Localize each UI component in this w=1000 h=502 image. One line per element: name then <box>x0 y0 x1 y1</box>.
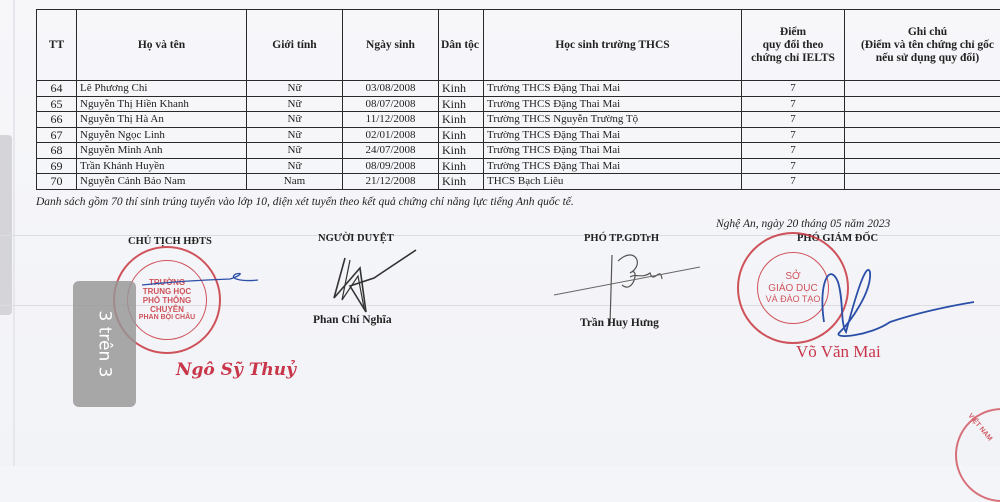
admission-table <box>36 9 1000 190</box>
cell-gender: Nữ <box>247 158 343 174</box>
header-ethnicity: Dân tộc <box>439 10 484 81</box>
stamp-text: VÀ ĐÀO TẠO <box>766 294 821 304</box>
chairman-title: CHỦ TỊCH HĐTS <box>128 236 212 247</box>
reviewer-title: NGƯỜI DUYỆT <box>318 233 394 244</box>
cell-dob: 21/12/2008 <box>343 174 439 190</box>
header-name: Họ và tên <box>77 10 247 81</box>
cell-school: Trường THCS Đặng Thai Mai <box>484 143 742 159</box>
cell-ethnicity: Kinh <box>439 174 484 190</box>
cell-gender: Nữ <box>247 112 343 128</box>
cell-tt: 69 <box>37 158 77 174</box>
header-school: Học sinh trường THCS <box>484 10 742 81</box>
cell-name: Nguyễn Minh Anh <box>77 143 247 159</box>
cell-score: 7 <box>742 112 845 128</box>
deputy-director-signature-icon <box>810 262 980 342</box>
deputy-head-signature-icon <box>550 245 710 325</box>
corner-stamp-fragment <box>955 408 1000 502</box>
cell-gender: Nữ <box>247 81 343 97</box>
table-row <box>37 96 1000 112</box>
table-row <box>37 174 1000 190</box>
cell-dob: 11/12/2008 <box>343 112 439 128</box>
cell-school: Trường THCS Đặng Thai Mai <box>484 81 742 97</box>
cell-school: Trường THCS Đặng Thai Mai <box>484 127 742 143</box>
table-header-row <box>37 10 1000 81</box>
cell-tt: 68 <box>37 143 77 159</box>
cell-note <box>845 158 1000 174</box>
cell-name: Trần Khánh Huyền <box>77 158 247 174</box>
cell-gender: Nữ <box>247 127 343 143</box>
stamp-text: PHAN BỘI CHÂU <box>139 314 195 322</box>
cell-note <box>845 174 1000 190</box>
cell-school: Trường THCS Nguyễn Trường Tộ <box>484 112 742 128</box>
cell-dob: 24/07/2008 <box>343 143 439 159</box>
cell-school: THCS Bạch Liêu <box>484 174 742 190</box>
stamp-text: TRƯỜNG <box>149 278 185 287</box>
header-tt: TT <box>37 10 77 81</box>
place-and-date: Nghệ An, ngày 20 tháng 05 năm 2023 <box>716 218 890 230</box>
cell-note <box>845 81 1000 97</box>
cell-ethnicity: Kinh <box>439 112 484 128</box>
cell-name: Nguyễn Thị Hà An <box>77 112 247 128</box>
header-score-line2: quy đổi theo <box>745 39 841 52</box>
page-margin-line <box>13 0 15 466</box>
cell-ethnicity: Kinh <box>439 96 484 112</box>
header-score-line1: Điểm <box>745 26 841 39</box>
cell-note <box>845 143 1000 159</box>
table-row <box>37 143 1000 159</box>
cell-dob: 02/01/2008 <box>343 127 439 143</box>
stamp-text: TRUNG HỌC <box>143 287 191 296</box>
cell-note <box>845 127 1000 143</box>
cell-note <box>845 112 1000 128</box>
deputy-director-title: PHÓ GIÁM ĐỐC <box>797 233 878 244</box>
cell-score: 7 <box>742 158 845 174</box>
previous-page-edge <box>0 135 12 315</box>
stamp-text: CHUYÊN <box>150 305 184 314</box>
cell-school: Trường THCS Đặng Thai Mai <box>484 96 742 112</box>
cell-score: 7 <box>742 143 845 159</box>
stamp-text: SỞ <box>785 271 800 283</box>
cell-tt: 70 <box>37 174 77 190</box>
reviewer-signature-icon <box>330 248 420 318</box>
page-indicator <box>73 281 136 407</box>
cell-school: Trường THCS Đặng Thai Mai <box>484 158 742 174</box>
cell-gender: Nam <box>247 174 343 190</box>
reviewer-name: Phan Chí Nghĩa <box>313 314 392 326</box>
table-row <box>37 81 1000 97</box>
cell-score: 7 <box>742 81 845 97</box>
deputy-director-name: Võ Văn Mai <box>796 342 881 362</box>
cell-ethnicity: Kinh <box>439 127 484 143</box>
cell-name: Nguyễn Cảnh Bảo Nam <box>77 174 247 190</box>
cell-tt: 67 <box>37 127 77 143</box>
deputy-head-title: PHÓ TP.GDTrH <box>584 233 659 244</box>
cell-tt: 66 <box>37 112 77 128</box>
cell-tt: 65 <box>37 96 77 112</box>
header-dob: Ngày sinh <box>343 10 439 81</box>
cell-tt: 64 <box>37 81 77 97</box>
cell-name: Lê Phương Chi <box>77 81 247 97</box>
list-summary-note: Danh sách gồm 70 thí sinh trúng tuyển vào lớp 10, diện xét tuyển theo kết quả chứng chỉ năng lực tiếng Anh quốc tế. <box>36 196 574 208</box>
header-gender: Giới tính <box>247 10 343 81</box>
header-score-line3: chứng chỉ IELTS <box>745 52 841 65</box>
cell-dob: 03/08/2008 <box>343 81 439 97</box>
table-row <box>37 158 1000 174</box>
cell-name: Nguyễn Ngọc Linh <box>77 127 247 143</box>
cell-score: 7 <box>742 174 845 190</box>
table-row <box>37 112 1000 128</box>
table-row <box>37 127 1000 143</box>
cell-ethnicity: Kinh <box>439 143 484 159</box>
cell-note <box>845 96 1000 112</box>
chairman-name: Ngô Sỹ Thuỷ <box>176 360 296 380</box>
cell-ethnicity: Kinh <box>439 81 484 97</box>
chairman-signature-icon <box>140 270 260 300</box>
cell-dob: 08/09/2008 <box>343 158 439 174</box>
stamp-text: PHỔ THÔNG <box>143 296 191 305</box>
cell-dob: 08/07/2008 <box>343 96 439 112</box>
header-note-line1: Ghi chú <box>848 26 1000 39</box>
cell-gender: Nữ <box>247 96 343 112</box>
cell-score: 7 <box>742 96 845 112</box>
page-indicator-text: 3 trên 3 <box>95 311 115 378</box>
header-score <box>742 10 845 81</box>
header-note <box>845 10 1000 81</box>
cell-name: Nguyễn Thị Hiền Khanh <box>77 96 247 112</box>
cell-score: 7 <box>742 127 845 143</box>
stamp-text: GIÁO DỤC <box>768 283 817 295</box>
deputy-head-name: Trần Huy Hưng <box>580 317 659 329</box>
cell-gender: Nữ <box>247 143 343 159</box>
stamp-text: VIỆT NAM <box>966 412 993 442</box>
header-note-line3: nếu sử dụng quy đổi) <box>848 52 1000 65</box>
cell-ethnicity: Kinh <box>439 158 484 174</box>
header-note-line2: (Điểm và tên chứng chỉ gốc <box>848 39 1000 52</box>
